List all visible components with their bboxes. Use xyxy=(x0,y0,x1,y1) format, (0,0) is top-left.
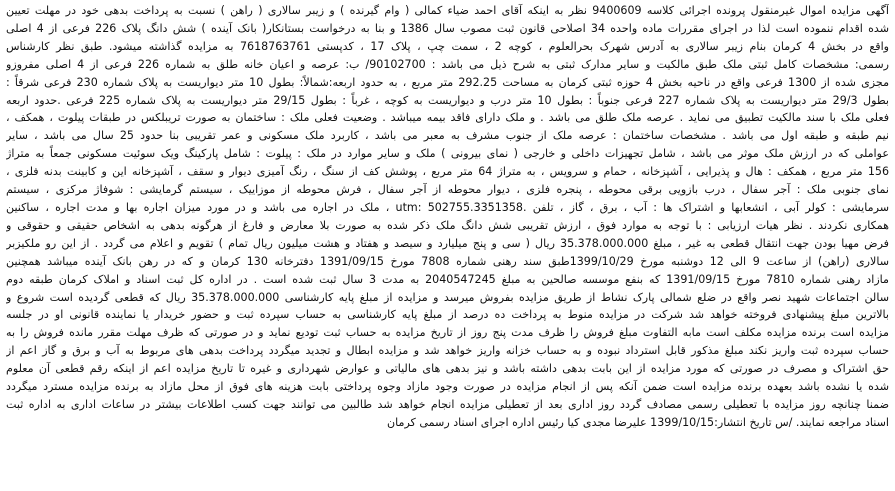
notice-line: مازاد رهنی شماره 7810 مورخ 1391/09/15 که بنفع موسسه صالحین به مبلغ 2040547245 به مدت 3 سال ثبت شده است . در اداره کل ثبت اسناد و املاک کرمان طبقه دوم xyxy=(6,272,889,286)
notice-line: نمای جنوبی ملک : آجر سفال ، درب بازویی برقی محوطه ، پنجره فلزی ، دیوار محوطه از آجر سفال ، فرش محوطه از موزاییک ، سیستم گرمایشی : شوفاژ مرکزی ، سیستم xyxy=(6,183,889,197)
notice-line: سالن اجتماعات شهید نصر واقع در ضلع شمالی پارک نشاط از طریق مزایده بفروش میرسد و مزایده از مبلغ پایه کارشناسی 35.378.000.000 ریال که قطعی گردیده است شروع و xyxy=(6,290,889,304)
notice-line: فرض مهیا بودن جهت انتقال قطعی به غیر ، مبلغ 35.378.000.000 ریال ( سی و پنج میلیارد و سیصد و هفتاد و هشت میلیون ریال تمام ) تقویم و اعلام می گردد . از این رو ملکیزبر xyxy=(6,236,889,250)
notice-line: بطول 29/3 متر دیواریست به پلاک شماره 227 فرعی جنوباً : بطول 10 متر درب و دیواریست به کوچه ، غرباً : بطول 29/15 متر دیواریست به پلاک شماره 225 فرعی .حدود اربعه xyxy=(6,93,889,107)
notice-line: نیم طبقه و طبقه اول می باشد . مشخصات ساختمان : عرصه ملک از جنوب مشرف به معبر می باشد ، کاربرد ملک مسکونی و عمر تقریبی بنا حدود 25 سال می باشد ، سایر xyxy=(6,129,889,143)
notice-line: اسناد مراجعه نمایند. /س تاریخ انتشار:1399/10/15 علیرضا مجدی کیا رئیس اداره اجرای اسناد رسمی کرمان xyxy=(386,415,889,429)
notice-line: واقع در بخش 4 کرمان بنام زیبر سالاری به آدرس شهرک بحرالعلوم ، کوچه 2 ، سمت چپ ، پلاک 17 ، کدپستی 7618763761 به مزایده گذاشته میشود. طبق نظر کارشناس xyxy=(6,39,889,53)
notice-line: مزایده است برنده مزایده مکلف است مابه التفاوت مبلغ فروش را ظرف مدت پنج روز از تاریخ مزایده به حساب ثبت تودیع نماید و در صورتی که ظرف مهلت مقرر مانده فروش را به xyxy=(6,326,889,340)
notice-line: همکاری نکردند . نظر هیات ارزیابی : با توجه به موارد فوق ، ارزش تقریبی شش دانگ ملک ذکر شده به صورت بلا معارض و فارغ از هرگونه بدهی به اشخاص حقیقی و حقوقی و xyxy=(6,218,889,232)
notice-line: حق اشتراک و مصرف در صورتی که مورد مزایده از این بابت بدهی داشته باشد و نیز بدهی های مالیاتی و عوارض شهرداری و غیره تا تاریخ مزایده اعم از اینکه رقم قطعی آن معلوم xyxy=(6,362,889,376)
notice-line: رسمی: مشخصات کامل ثبتی ملک طبق مالکیت و سایر مدارک ثبتی به شرح ذیل می باشد : 90102700/ ب: عرصه و اعیان خانه طلق به شماره 226 فرعی از 4 اصلی مفروزو xyxy=(6,57,889,71)
notice-line: بالاترین مبلغ پیشنهادی فروخته خواهد شد شرکت در مزایده منوط به پرداخت ده درصد از مبلغ پایه کارشناسی به حساب سپرده ثبت و حضور خریدار یا نماینده قانونی او در جلسه xyxy=(6,308,889,322)
notice-line: شده یا نشده باشد بعهده برنده مزایده است ضمن آنکه پس از انجام مزایده در صورت وجود مازاد وجوه پرداختی بابت هزینه های فوق از محل مازاد به برنده مزایده مسترد میگردد xyxy=(6,380,889,394)
notice-line: سالاری (راهن) از ساعت 9 الی 12 دوشنبه مورخ 1399/10/29طبق سند رهنی شماره 7808 مورخ 1391/09/15 دفترخانه 130 کرمان و که در رهن بانک آینده میباشد همچنین xyxy=(6,254,889,268)
notice-line: ضمنا چنانچه روز مزایده با تعطیلی رسمی مصادف گردد روز اداری بعد از تعطیلی مزایده انجام خواهد شد طالبین می توانند جهت کسب اطلاعات بیشتر در ساعات اداری به اداره ثبت xyxy=(6,397,889,411)
notice-line: 156 متر مربع ، همکف : هال و پذیرایی ، آشپزخانه ، حمام و سرویس ، به متراژ 64 متر مربع ، پوشش کف از سنگ ، رنگ آمیزی دیوار و سقف ، آشپزخانه این و کابینت بدنه فلزی ، xyxy=(6,165,889,179)
notice-line: عواملی که در ارزش ملک موثر می باشد ، شامل تجهیزات داخلی و خارجی ( نمای بیرونی ) ملک و سایر موارد در ملک : پیلوت : شامل پارکینگ ویک سوئیت مسکونی جمعاً به متراژ xyxy=(6,147,889,161)
notice-line: مجزی شده از 1300 فرعی واقع در ناحیه بخش 4 حوزه ثبتی کرمان به مساحت 292.25 متر مربع ، به حدود اربعه:شمالاً: بطول 10 متر دیواریست به پلاک شماره 230 فرعی شرقاً : xyxy=(6,75,889,89)
notice-line: فعلی ملک با سند مالکیت تطبیق می نماید . عرصه ملک طلق می باشد . و ملک دارای فاقد بیمه میباشد . وضعیت فعلی ملک : ساختمان به صورت تریبلکس در طبقات پیلوت ، همکف ، xyxy=(6,111,889,125)
notice-line: شده اقدام ننموده است لذا در اجرای مقررات ماده واحده 34 اصلاحی قانون ثبت مصوب سال 1386 و بنا به درخواست بستانکار( بانک آینده ) شش دانگ پلاک 226 فرعی از 4 اصلی xyxy=(6,21,889,35)
notice-line: آگهی مزایده اموال غیرمنقول پرونده اجرائی کلاسه 9400609 نظر به اینکه آقای احمد ضیاء کمالی ( وام گیرنده ) و زیبر سالاری ( راهن ) نسبت به پرداخت بدهی خود در مهلت تعیین xyxy=(6,4,889,17)
notice-line: سرمایشی : کولر آبی ، انشعابها و اشتراک ها : آب ، برق ، گاز ، تلفن .utm: 502755.3351358 ، ملک در اجاره می باشد و در مورد میزان اجاره بها و مدت اجاره ، ساکنین xyxy=(6,200,889,214)
notice-line: حساب سپرده ثبت واریز نکند مبلغ مذکور قابل استرداد نبوده و به حساب خزانه واریز خواهد شد و مزایده ابطال و تجدید میگردد پرداخت بدهی های مربوط به آب و برق و گاز اعم از xyxy=(6,344,889,358)
